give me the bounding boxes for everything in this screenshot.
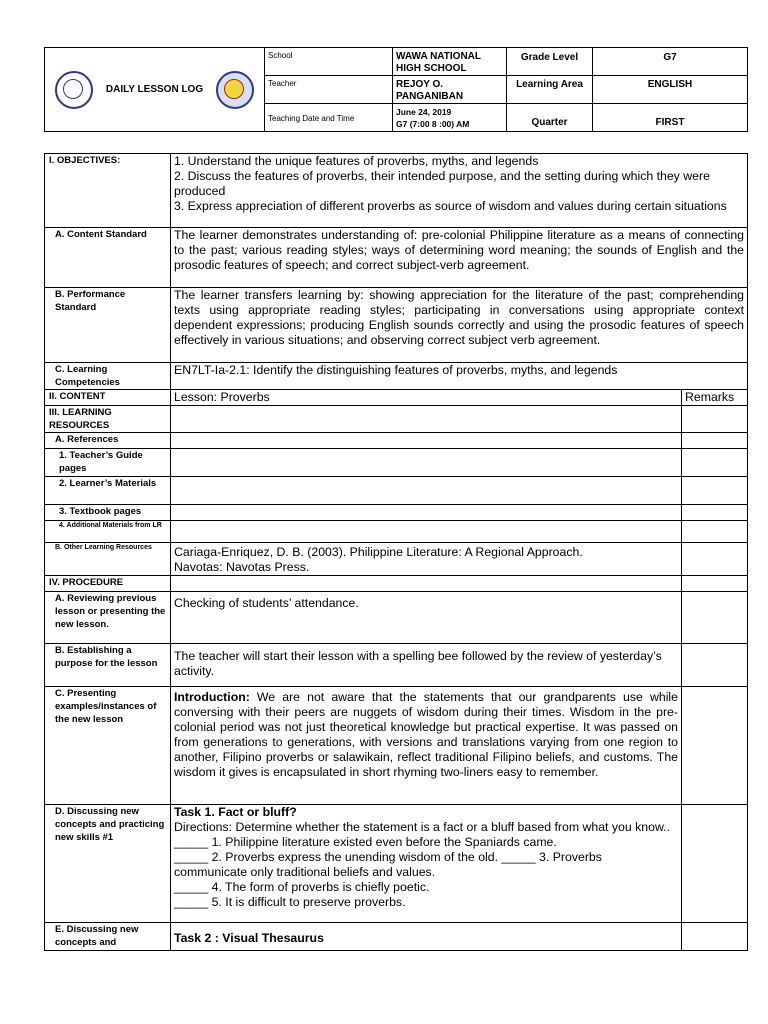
table-row [45,805,748,923]
table-row [45,505,748,521]
proc-a-remarks [682,592,748,644]
header-table [44,47,748,132]
introduction-heading: Introduction: [174,690,250,704]
learners-materials-remarks [682,477,748,505]
objectives-cell [171,154,748,228]
resources-remarks [682,406,748,433]
quarter-label: Quarter [507,104,593,132]
lesson-content: Lesson: Proverbs [171,390,682,406]
other-resources-line1: Cariaga-Enriquez, D. B. (2003). Philippine Literature: A Regional Approach. [174,545,583,559]
log-title: DAILY LESSON LOG [105,84,204,96]
proc-c-label: C. Presenting examples/instances of the new lesson [45,687,171,805]
proc-c [171,687,682,805]
table-row [45,644,748,687]
deped-seal-icon [55,71,93,109]
header-title-cell [45,48,265,132]
proc-e-label: E. Discussing new concepts and [45,923,171,951]
references-remarks [682,433,748,449]
table-row [45,390,748,406]
proc-e-remarks [682,923,748,951]
proc-d-remarks [682,805,748,923]
learners-materials-cell [171,477,682,505]
task1-title: Task 1. Fact or bluff? [174,805,297,819]
teacher-value: REJOY O. PANGANIBAN [393,76,507,104]
additional-materials-remarks [682,521,748,543]
task1-item-5: _____ 5. It is difficult to preserve proverbs. [174,895,406,909]
date-value [393,104,507,132]
textbook-pages-cell [171,505,682,521]
other-resources [171,543,682,576]
grade-value: G7 [593,48,748,76]
performance-standard-label: B. Performance Standard [45,288,171,363]
other-resources-label: B. Other Learning Resources [45,543,171,576]
teachers-guide-remarks [682,449,748,477]
grade-label: Grade Level [507,48,593,76]
performance-standard: The learner transfers learning by: showing appreciation for the literature of the past; comprehending texts using appropriate reading styles; participating in conversations using appropriate context dependent expressions; producing English sounds correctly and using the prosodic features of speech effectively in various situations; and observing correct subject verb agreement. [171,288,748,363]
procedure-label: IV. PROCEDURE [45,576,171,592]
school-value: WAWA NATIONAL HIGH SCHOOL [393,48,507,76]
procedure-remarks [682,576,748,592]
quarter-value: FIRST [593,104,748,132]
table-row [45,449,748,477]
task1-item-4: _____ 4. The form of proverbs is chiefly poetic. [174,880,430,894]
additional-materials-cell [171,521,682,543]
area-label: Learning Area [507,76,593,104]
table-row [45,406,748,433]
resources-label: III. LEARNING RESOURCES [45,406,171,433]
date-value-line1: June 24, 2019 [396,107,452,117]
table-row [45,363,748,390]
proc-b-label: B. Establishing a purpose for the lesson [45,644,171,687]
references-label: A. References [45,433,171,449]
table-row [45,592,748,644]
teachers-guide-cell [171,449,682,477]
references-cell [171,433,682,449]
remarks-header: Remarks [682,390,748,406]
proc-a-label: A. Reviewing previous lesson or presenting the new lesson. [45,592,171,644]
additional-materials-label: 4. Additional Materials from LR [45,521,171,543]
table-row [45,543,748,576]
resources-cell [171,406,682,433]
teacher-label: Teacher [265,76,393,104]
task1-item-1: _____ 1. Philippine literature existed even before the Spaniards came. [174,835,557,849]
teachers-guide-label: 1. Teacher’s Guide pages [45,449,171,477]
table-row [45,923,748,951]
table-row [45,477,748,505]
competencies-label: C. Learning Competencies [45,363,171,390]
proc-c-remarks [682,687,748,805]
task1-item-2: _____ 2. Proverbs express the unending wisdom of the old. _____ 3. Proverbs communicate only traditional beliefs and values. [174,850,602,879]
table-row [45,154,748,228]
textbook-pages-label: 3. Textbook pages [45,505,171,521]
proc-b: The teacher will start their lesson with a spelling bee followed by the review of yesterday’s activity. [171,644,682,687]
lesson-table [44,153,748,951]
table-row [45,687,748,805]
date-value-line2: G7 (7:00 8 :00) AM [396,119,470,129]
procedure-cell [171,576,682,592]
task1-directions: Directions: Determine whether the statement is a fact or a bluff based from what you know.. [174,820,670,834]
other-resources-line2: Navotas: Navotas Press. [174,560,310,574]
objectives-label: I. OBJECTIVES: [45,154,171,228]
table-row [45,228,748,288]
content-standard-label: A. Content Standard [45,228,171,288]
date-label: Teaching Date and Time [265,104,393,132]
table-row [45,433,748,449]
table-row [45,288,748,363]
competencies: EN7LT-Ia-2.1: Identify the distinguishing features of proverbs, myths, and legends [171,363,748,390]
school-label: School [265,48,393,76]
table-row [45,521,748,543]
content-standard: The learner demonstrates understanding of: pre-colonial Philippine literature as a means of connecting to the past; various reading styles; ways of determining word meaning; the sounds of English and the prosodic features of speech; and correct subject-verb agreement. [171,228,748,288]
area-value: ENGLISH [593,76,748,104]
textbook-pages-remarks [682,505,748,521]
introduction-text: We are not aware that the statements that our grandparents use while conversing with their peers are nuggets of wisdom during their times. Wisdom in the pre-colonial period was not just theoretical knowledge but practical expertise. It was passed on from generations to generations, with versions and translations varying from one region to another, Filipino proverbs or salawikain, reflect traditional Filipino beliefs, and customs. The wisdom it gives is encapsulated in short rhyming two-liners easy to remember. [174,690,678,779]
proc-b-remarks [682,644,748,687]
learners-materials-label: 2. Learner’s Materials [45,477,171,505]
division-seal-icon [216,71,254,109]
proc-d [171,805,682,923]
objective-3: 3. Express appreciation of different proverbs as source of wisdom and values during certain situations [174,199,727,213]
task2-title: Task 2 : Visual Thesaurus [171,923,682,951]
proc-d-label: D. Discussing new concepts and practicing new skills #1 [45,805,171,923]
table-row [45,576,748,592]
objective-1: 1. Understand the unique features of proverbs, myths, and legends [174,154,539,168]
other-resources-remarks [682,543,748,576]
content-label: II. CONTENT [45,390,171,406]
proc-a: Checking of students’ attendance. [171,592,682,644]
objective-2: 2. Discuss the features of proverbs, their intended purpose, and the setting during which they were produced [174,169,710,198]
